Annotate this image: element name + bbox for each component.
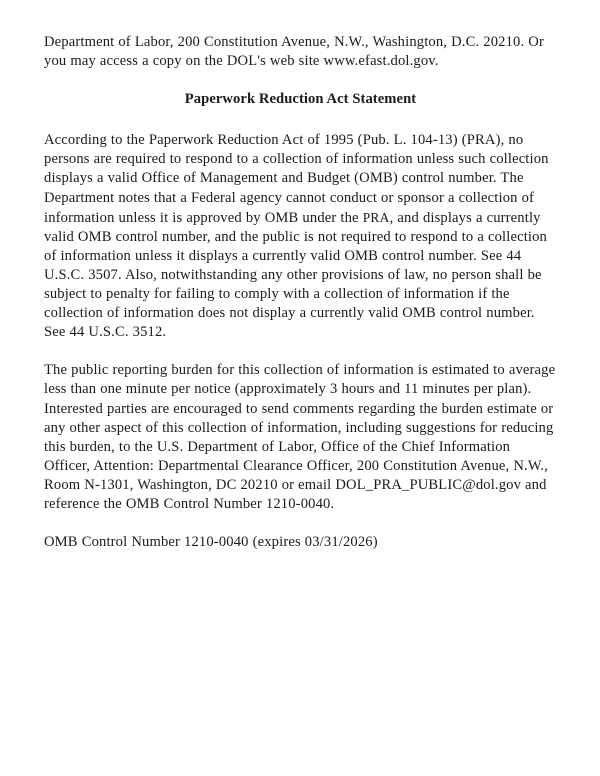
burden-statement-paragraph: The public reporting burden for this collection of information is estimated to average less than one minute per notice (approximately 3 hours and 11 minutes per plan). Interested parties are encouraged to send comments regarding the burden estimate or any other aspect of this collection of information, including suggestions for reducing this burden, to the U.S. Department of Labor, Office of the Chief Information Officer, Attention: Departmental Clearance Officer, 200 Constitution Avenue, N.W., Room N-1301, Washington, DC 20210 or email DOL_PRA_PUBLIC@dol.gov and reference the OMB Control Number 1210-0040.: [44, 362, 556, 512]
omb-control-number-line: OMB Control Number 1210-0040 (expires 03/31/2026): [44, 534, 378, 551]
pra-paragraph-1-part-1: According to the Paperwork Reduction Act of 1995 (Pub. L. 104-13) (PRA), no persons are required to respond to a collection of information unless such collection displays a valid Office of Management and Budget (OMB) control number. The Department notes that a Federal agency cannot conduct or sponsor a collection of information unless it is approved by OMB under the: [44, 132, 549, 226]
pra-paragraph-1-part-2: , and displays a currently valid OMB control number, and the public is not required to respond to a collection of information unless it displays a currently valid OMB control number. See 44 U.S.C. 3507. Also, notwithstanding any other provisions of law, no person shall be subject to penalty for failing to comply with a collection of information if the collection of information does not display a currently valid OMB control number. See 44 U.S.C. 3512.: [44, 209, 547, 341]
pra-paragraph-1: [44, 131, 557, 342]
page-title: Paperwork Reduction Act Statement: [184, 91, 417, 108]
pra-abbreviation: PRA: [362, 209, 390, 225]
intro-paragraph: Department of Labor, 200 Constitution Avenue, N.W., Washington, D.C. 20210. Or you may access a copy on the DOL's web site www.efast.dol.gov.: [44, 34, 544, 70]
